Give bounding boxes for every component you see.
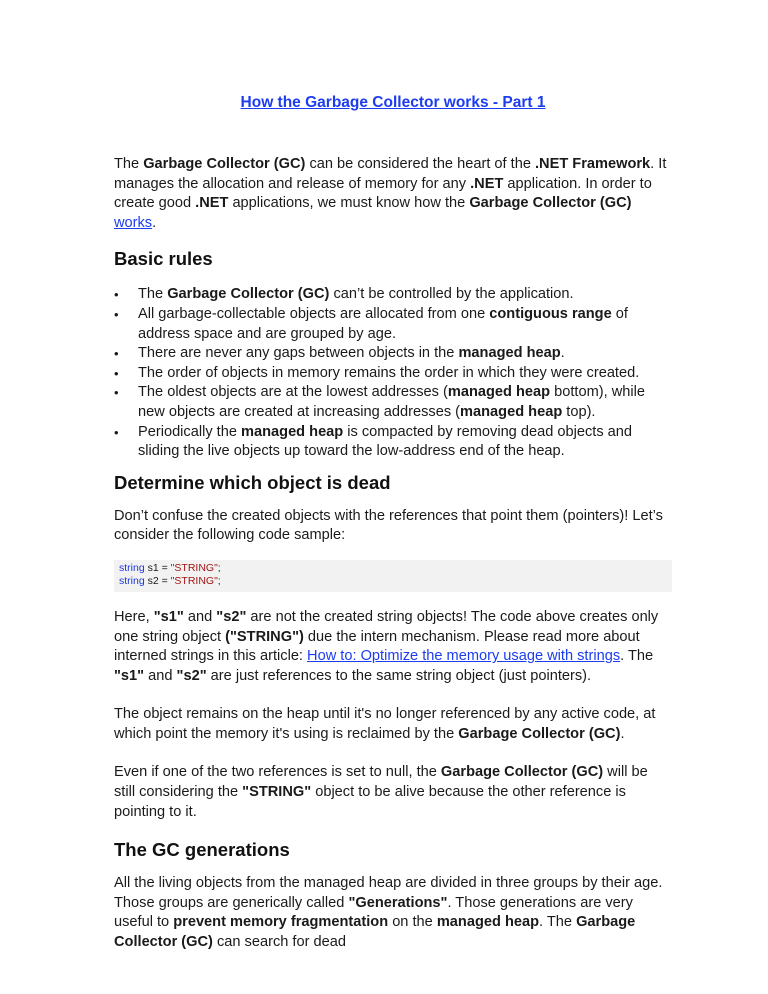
text: The xyxy=(138,286,168,303)
bold-text: "s1" xyxy=(153,608,184,625)
bold-text: managed heap xyxy=(436,914,540,931)
text: . xyxy=(620,725,625,742)
text: All garbage-collectable objects are allocated from one xyxy=(138,305,490,322)
code-keyword: string xyxy=(119,575,145,588)
bold-text: Garbage Collector (GC) xyxy=(469,195,632,212)
text: object to be alive because the other reference is pointing to it. xyxy=(114,784,626,820)
text: can’t be controlled by the application. xyxy=(329,286,574,303)
text: The xyxy=(114,156,144,172)
code-sample xyxy=(114,560,672,592)
text: will be still considering the xyxy=(114,764,648,801)
bold-text: managed heap xyxy=(460,403,563,420)
list-item xyxy=(138,423,672,462)
bold-text: "s2" xyxy=(216,608,247,625)
bold-text: Garbage Collector (GC) xyxy=(458,725,621,742)
code-string: "STRING" xyxy=(170,561,218,574)
dead-object-heading: Determine which object is dead xyxy=(114,471,391,493)
list-item xyxy=(138,344,672,364)
text: . It manages the allocation and release of memory for any xyxy=(114,156,667,192)
text: bottom), while new objects are created at increasing addresses ( xyxy=(138,384,645,420)
bold-text: Garbage Collector (GC) xyxy=(167,286,330,303)
bold-text: .NET xyxy=(195,195,229,212)
works-link[interactable]: works xyxy=(114,214,153,231)
code-terminator: ; xyxy=(217,561,221,574)
text: of address space and are grouped by age. xyxy=(138,305,628,342)
text: Periodically the xyxy=(138,423,242,440)
generations-paragraph xyxy=(114,874,672,952)
list-item xyxy=(138,383,672,422)
text: The order of objects in memory remains the order in which they were created. xyxy=(138,364,640,381)
heap-lifetime-paragraph xyxy=(114,705,672,744)
text: can be considered the heart of the xyxy=(305,156,535,172)
text: . xyxy=(152,214,157,231)
bold-text: .NET Framework xyxy=(535,156,651,172)
bold-text: .NET xyxy=(470,175,504,192)
bold-text: managed heap xyxy=(447,384,551,401)
code-identifier: s1 = xyxy=(144,561,171,574)
basic-rules-list xyxy=(114,285,672,461)
bold-text: ("STRING") xyxy=(225,628,304,645)
bold-text: prevent memory fragmentation xyxy=(173,914,389,931)
bold-text: managed heap xyxy=(241,423,344,440)
text: and xyxy=(144,667,177,684)
optimize-strings-link[interactable]: How to: Optimize the memory usage with strings xyxy=(307,648,621,665)
dead-intro-paragraph: Don’t confuse the created objects with the references that point them (pointers)! Let’s consider the following code sample: xyxy=(114,507,663,544)
text: . The xyxy=(620,648,654,665)
text: applications, we must know how the xyxy=(228,195,470,212)
code-line xyxy=(119,562,666,576)
bold-text: Garbage Collector (GC) xyxy=(114,914,636,951)
text: application. In order to create good xyxy=(114,175,652,212)
list-item xyxy=(138,305,672,344)
bold-text: managed heap xyxy=(458,345,561,362)
text: on the xyxy=(388,914,437,931)
text: and xyxy=(183,608,217,625)
text: are not the created string objects! The code above creates only one string object xyxy=(114,608,659,645)
text: due the intern mechanism. Please read more about interned strings in this article: xyxy=(114,628,640,665)
title-link[interactable]: How the Garbage Collector works - Part 1 xyxy=(240,94,546,111)
text: . The xyxy=(539,914,577,931)
text: The oldest objects are at the lowest addresses ( xyxy=(138,384,448,401)
code-keyword: string xyxy=(119,561,145,574)
list-item xyxy=(138,285,672,305)
bold-text: Garbage Collector (GC) xyxy=(143,156,306,172)
text: are just references to the same string object (just pointers). xyxy=(206,667,592,684)
text: All the living objects from the managed heap are divided in three groups by their age. Those groups are generically called xyxy=(114,875,663,911)
bold-text: "s1" xyxy=(114,667,145,684)
text: can search for dead xyxy=(212,934,346,951)
references-paragraph xyxy=(114,608,672,686)
list-item xyxy=(138,364,672,384)
text: is compacted by removing dead objects and sliding the live objects up toward the low-address end of the heap. xyxy=(138,423,633,460)
null-reference-paragraph xyxy=(114,763,672,822)
page-title xyxy=(114,0,672,113)
code-terminator: ; xyxy=(217,575,221,588)
bold-text: Garbage Collector (GC) xyxy=(440,764,604,781)
text: Even if one of the two references is set to null, the xyxy=(114,764,441,781)
code-string: "STRING" xyxy=(170,575,218,588)
basic-rules-heading: Basic rules xyxy=(114,248,213,270)
text: The object remains on the heap until it's no longer referenced by any active code, at which point the memory it's using is reclaimed by the xyxy=(114,706,656,742)
text: . xyxy=(560,345,565,362)
gc-generations-heading: The GC generations xyxy=(114,839,290,861)
intro-paragraph xyxy=(114,155,672,233)
text: There are never any gaps between objects in the xyxy=(138,345,459,362)
bold-text: "STRING" xyxy=(242,784,312,801)
bold-text: contiguous range xyxy=(489,305,612,322)
bold-text: "s2" xyxy=(176,667,207,684)
bold-text: "Generations" xyxy=(348,894,448,911)
text: . Those generations are very useful to xyxy=(114,894,633,931)
text: top). xyxy=(562,403,596,420)
code-line xyxy=(119,575,666,589)
text: Here, xyxy=(114,608,154,625)
code-identifier: s2 = xyxy=(144,575,171,588)
